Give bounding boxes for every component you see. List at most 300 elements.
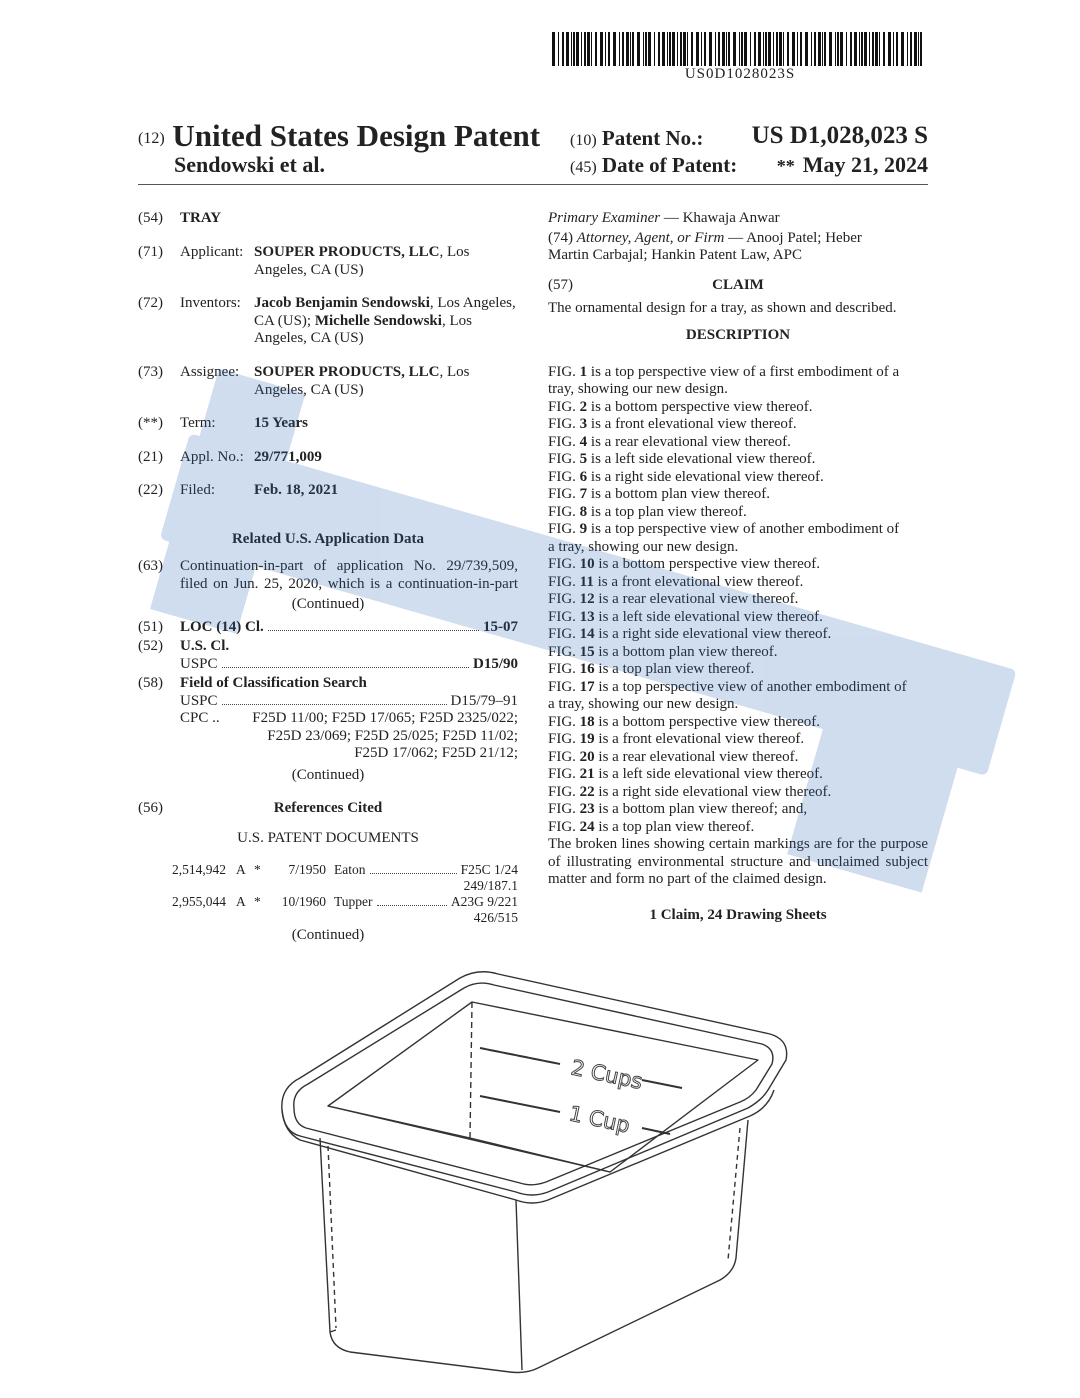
field-code: (22) [138, 482, 163, 498]
fig-word: FIG. [548, 451, 576, 467]
barcode-bar [709, 32, 712, 66]
fig-number: 7 [579, 486, 588, 502]
fig-text: is a rear elevational view thereof. [594, 748, 799, 765]
figure-description [548, 451, 928, 469]
fig-text: is a left side elevational view thereof. [594, 608, 823, 625]
fig-word: FIG. [548, 486, 576, 502]
fig-text: is a top perspective view of a first embodiment of a [587, 363, 900, 380]
barcode-bar [765, 32, 767, 66]
barcode-bar [811, 32, 812, 66]
figure-list [548, 364, 928, 837]
date-label-text: Date of Patent: [601, 153, 738, 177]
fig-number: 10 [579, 556, 595, 572]
inventor-name: Jacob Benjamin Sendowski [254, 295, 430, 311]
fig-word: FIG. [548, 783, 576, 800]
fig-word: FIG. [548, 731, 576, 747]
patent-number: US D1,028,023 S [751, 122, 928, 149]
fig-number: 2 [579, 398, 588, 415]
header-divider [138, 184, 928, 185]
barcode-bar [872, 32, 874, 66]
figure-description [548, 784, 928, 802]
barcode-bar [763, 32, 764, 66]
barcode-bar [835, 32, 836, 66]
fig-number: 21 [579, 766, 595, 782]
fig-word: FIG. [548, 626, 576, 642]
fig-number: 19 [579, 731, 595, 747]
field-value [254, 295, 519, 348]
examiner-line [548, 210, 928, 228]
barcode-bar [850, 32, 852, 66]
barcode-bar [573, 32, 575, 66]
assignee-location: , Los Angeles, CA (US) [254, 364, 470, 398]
barcode-bar [643, 32, 644, 66]
barcode-bar [605, 32, 606, 66]
figure-description [548, 626, 928, 644]
inventor-location: , Los Angeles, CA (US); [254, 295, 516, 329]
barcode-bar [739, 32, 740, 66]
fig-word: FIG. [548, 416, 576, 432]
ref-kind: A [236, 862, 246, 877]
attorney-text: — Anooj Patel; Heber [724, 229, 862, 246]
fig-word: FIG. [548, 398, 576, 415]
ref-star: * [254, 862, 261, 877]
fig-text-continued: a tray, showing our new design. [548, 538, 739, 555]
title-field [0, 210, 540, 230]
fig-text: is a top plan view thereof. [594, 661, 755, 677]
barcode-bar [626, 32, 629, 66]
fig-word: FIG. [548, 521, 576, 537]
barcode-bar [704, 32, 706, 66]
fig-text: is a bottom perspective view thereof. [587, 398, 813, 415]
attorney-label: Attorney, Agent, or Firm [576, 229, 725, 246]
ref-number: 2,955,044 [172, 894, 226, 909]
fig-number: 3 [579, 416, 588, 432]
applicant-name: SOUPER PRODUCTS, LLC [254, 244, 440, 260]
description-heading: DESCRIPTION [685, 327, 791, 343]
reference-row [172, 862, 518, 878]
barcode-bar [750, 32, 751, 66]
field-label: Term: [180, 415, 216, 431]
fig-number: 6 [579, 468, 588, 485]
barcode-bar [701, 32, 702, 66]
fig-number: 9 [579, 521, 588, 537]
fig-word: FIG. [548, 468, 576, 485]
date-of-patent [777, 152, 928, 178]
barcode-number: US0D1028023S [684, 66, 796, 82]
loc-value: 15-07 [483, 619, 518, 635]
field-code: (63) [138, 558, 163, 574]
fig-word: FIG. [548, 801, 576, 817]
barcode-bar [754, 32, 756, 66]
barcode-bar [914, 32, 917, 66]
filed-value: Feb. 18, 2021 [254, 482, 339, 498]
fig-word: FIG. [548, 573, 576, 590]
ref-kind: A [236, 894, 246, 909]
field-label: U.S. Cl. [180, 638, 230, 654]
fig-number: 5 [579, 451, 588, 467]
barcode-bar [683, 32, 686, 66]
ref-class: F25C 1/24 [460, 862, 518, 877]
term-field [0, 415, 540, 435]
attorney-line [548, 230, 928, 248]
claim-heading: CLAIM [712, 276, 764, 293]
barcode-bar [783, 32, 784, 66]
barcode-bar [669, 32, 671, 66]
fig-word: FIG. [548, 766, 576, 782]
fig-text-continued: tray, showing our new design. [548, 381, 728, 397]
barcode-bar [584, 32, 586, 66]
fig-text: is a top perspective view of another embodiment of [594, 678, 907, 695]
dot-leader [268, 630, 479, 631]
field-code: (73) [138, 364, 163, 380]
fig-word: FIG. [548, 591, 576, 607]
barcode-bar [658, 32, 660, 66]
barcode-bar [608, 32, 610, 66]
ref-class: A23G 9/221 [450, 894, 518, 909]
dot-leader [222, 667, 469, 668]
fig-text: is a rear elevational view thereof. [587, 433, 791, 450]
figure-description [548, 591, 928, 609]
cpc-label: CPC .. [180, 710, 220, 726]
barcode-bar [758, 32, 761, 66]
fig-word: FIG. [548, 503, 576, 520]
claims-count: 1 Claim, 24 Drawing Sheets [649, 906, 827, 923]
barcode-bar [837, 32, 839, 66]
fig-text: is a top plan view thereof. [594, 818, 755, 835]
date-asterisks: ** [776, 156, 795, 176]
patent-type-title: United States Design Patent [172, 118, 541, 153]
barcode-bar [797, 32, 798, 66]
barcode-bar [875, 32, 878, 66]
fig-number: 4 [579, 433, 588, 450]
uspc-label: USPC [180, 693, 218, 709]
barcode-bar [728, 32, 730, 66]
barcode-bar [566, 32, 569, 66]
field-code: (52) [138, 638, 163, 654]
fig-number: 8 [579, 503, 588, 520]
fig-number: 12 [579, 591, 595, 607]
field-label: Inventors: [180, 295, 241, 311]
field-label: Applicant: [180, 244, 244, 260]
barcode-bar [630, 32, 631, 66]
continued-note: (Continued) [291, 767, 365, 783]
field-code: (**) [138, 415, 163, 431]
barcode-bar [645, 32, 647, 66]
barcode-bar [768, 32, 771, 66]
loc-row [180, 619, 518, 637]
figure-description [548, 644, 928, 662]
dot-leader [222, 704, 447, 705]
barcode-bar [822, 32, 823, 66]
barcode-bar [869, 32, 870, 66]
barcode-bar [918, 32, 919, 66]
fig-number: 24 [579, 818, 595, 835]
fig-text: is a rear elevational view thereof. [594, 591, 799, 607]
barcode-bar [677, 32, 678, 66]
fig-word: FIG. [548, 678, 576, 695]
date-of-patent-label [570, 153, 737, 178]
fig-text: is a right side elevational view thereof. [587, 468, 824, 485]
barcode-bar [581, 32, 582, 66]
appl-no-field [0, 449, 540, 469]
barcode-bar [733, 32, 736, 66]
cpc-block [180, 710, 518, 763]
barcode-bar [654, 32, 655, 66]
references-heading: References Cited [273, 800, 383, 816]
figure-description [548, 574, 928, 592]
examiner-name: — Khawaja Anwar [660, 210, 780, 226]
dot-leader [377, 905, 447, 906]
continuation-line: Continuation-in-part of application No. 29/739,509, [180, 558, 518, 574]
fig-text: is a bottom plan view thereof. [587, 486, 771, 502]
fig-number: 22 [579, 783, 595, 800]
barcode-bar [779, 32, 782, 66]
barcode-bar [840, 32, 843, 66]
barcode-bar [907, 32, 908, 66]
field-code: (21) [138, 449, 163, 465]
figure-description [548, 364, 928, 382]
fig-text: is a top plan view thereof. [587, 503, 747, 520]
figure-description [548, 556, 928, 574]
barcode-bar [715, 32, 716, 66]
reference-row [172, 894, 518, 910]
ref-class-secondary: 426/515 [473, 910, 518, 925]
barcode-bar [595, 32, 597, 66]
date-code: (45) [570, 159, 597, 176]
us-patent-docs-heading: U.S. PATENT DOCUMENTS [237, 830, 419, 846]
fig-number: 20 [579, 748, 595, 765]
uspc-row [180, 656, 518, 674]
field-code: (74) [548, 229, 573, 246]
figure-description [548, 714, 928, 732]
field-code: (72) [138, 295, 163, 311]
barcode-bar [741, 32, 743, 66]
fig-text: is a right side elevational view thereof. [594, 626, 832, 642]
patent-kind-title [138, 118, 540, 154]
two-cups-marking: 2 Cups [568, 1055, 645, 1094]
uspc-value: D15/90 [473, 656, 518, 672]
figure-description [548, 469, 928, 487]
continuation-line: filed on Jun. 25, 2020, which is a continuation-in-part [180, 575, 518, 592]
field-code: (56) [138, 800, 163, 816]
broken-lines-note: The broken lines showing certain markings are for the purpose of illustrating environmental structure and unclaimed subject matter and form no part of the claimed design. [548, 836, 928, 887]
patno-label-text: Patent No.: [601, 126, 704, 150]
barcode-bar [805, 32, 808, 66]
barcode-bar [744, 32, 747, 66]
barcode-bar [859, 32, 860, 66]
claim-text: The ornamental design for a tray, as shown and described. [548, 299, 897, 316]
barcode-bar [619, 32, 620, 66]
fig-text: is a bottom perspective view thereof. [594, 713, 821, 730]
claim-heading-row [548, 277, 928, 297]
dot-leader [370, 873, 457, 874]
kind-code: (12) [138, 130, 165, 147]
fig-word: FIG. [548, 556, 576, 572]
barcode-bar [879, 32, 880, 66]
field-of-search [0, 675, 540, 695]
barcode-bar [632, 32, 634, 66]
barcode-bar [824, 32, 826, 66]
field-label: Field of Classification Search [180, 675, 367, 691]
figure-description [548, 609, 928, 627]
barcode-bar [552, 32, 555, 66]
authors: Sendowski et al. [174, 152, 325, 177]
fig-text: is a bottom perspective view thereof. [594, 556, 821, 572]
barcode-bar [722, 32, 725, 66]
barcode-bar [562, 32, 564, 66]
fig-word: FIG. [548, 748, 576, 765]
patent-number-label [570, 126, 703, 151]
field-label: Appl. No.: [180, 449, 244, 465]
tray-opening [328, 1002, 758, 1172]
fig-text: is a front elevational view thereof. [587, 416, 797, 432]
barcode-bar [910, 32, 912, 66]
figure-description [548, 399, 928, 417]
cpc-line: F25D 23/069; F25D 25/025; F25D 11/02; [267, 727, 518, 744]
fig-number: 15 [579, 643, 595, 660]
inventor-location: , Los Angeles, CA (US) [254, 312, 472, 346]
uspc-label: USPC [180, 656, 218, 672]
barcode-bar [591, 32, 592, 66]
fig-number: 11 [579, 573, 594, 590]
cpc-line [180, 710, 518, 728]
fig-text: is a top perspective view of another embodiment of [587, 521, 900, 537]
figure-description [548, 819, 928, 837]
barcode-bar [893, 32, 894, 66]
barcode-bar [718, 32, 720, 66]
barcode-bar [883, 32, 885, 66]
loc-cl-field [0, 619, 540, 639]
figure-description [548, 434, 928, 452]
one-cup-marking: 1 Cup [566, 1101, 632, 1138]
ref-name: Eaton [334, 862, 366, 877]
fig-word: FIG. [548, 713, 576, 730]
cpc-line: F25D 17/062; F25D 21/12; [354, 745, 518, 761]
right-column [548, 210, 928, 924]
fig-word: FIG. [548, 643, 576, 660]
fig-word: FIG. [548, 433, 576, 450]
barcode-bar [896, 32, 898, 66]
field-value [254, 244, 519, 279]
barcode-bar [672, 32, 675, 66]
fig-number: 17 [579, 678, 595, 695]
barcode-bar [691, 32, 693, 66]
barcode-bar [571, 32, 572, 66]
fig-text: is a front elevational view thereof. [593, 573, 804, 590]
barcode-bar [800, 32, 802, 66]
barcode-bar [846, 32, 847, 66]
figure-description [548, 749, 928, 767]
appl-no-value: 29/771,009 [254, 449, 322, 465]
barcode-bar [829, 32, 832, 66]
barcode-bar [613, 32, 616, 66]
barcode-bar [861, 32, 863, 66]
barcode-bar [587, 32, 590, 66]
continued-note: (Continued) [291, 927, 365, 943]
fig-word: FIG. [548, 818, 576, 835]
ref-name: Tupper [334, 894, 373, 909]
filed-field [0, 482, 540, 502]
barcode-bar [773, 32, 774, 66]
field-value [254, 364, 519, 399]
fig-text: is a left side elevational view thereof. [594, 766, 823, 782]
fig-word: FIG. [548, 363, 576, 380]
continued-note: (Continued) [291, 596, 365, 612]
fig-text: is a front elevational view thereof. [594, 731, 805, 747]
inventor-name: Michelle Sendowski [314, 312, 442, 329]
barcode-bar [726, 32, 727, 66]
figure-description [548, 766, 928, 784]
figure-description [548, 504, 928, 522]
fig-text: is a left side elevational view thereof. [587, 451, 816, 467]
barcode-bar [622, 32, 624, 66]
fig-word: FIG. [548, 661, 576, 677]
barcode-bar [600, 32, 603, 66]
field-code: (51) [138, 619, 163, 635]
barcode-bar [888, 32, 891, 66]
fig-number: 14 [579, 626, 595, 642]
barcode-bar [558, 32, 559, 66]
figure-description [548, 801, 928, 819]
ref-number: 2,514,942 [172, 862, 226, 877]
fig-text: is a bottom plan view thereof; and, [594, 801, 808, 817]
barcode-bar [854, 32, 857, 66]
fig-text-continued: a tray, showing our new design. [548, 696, 739, 712]
figure-description [548, 486, 928, 504]
barcode-bar [818, 32, 821, 66]
figure-description [548, 661, 928, 679]
us-cl-field [0, 638, 540, 658]
attorney-text: Martin Carbajal; Hankin Patent Law, APC [548, 247, 802, 263]
field-label: Assignee: [180, 364, 240, 380]
field-uspc-row [180, 693, 518, 711]
barcode-bar [667, 32, 668, 66]
barcode-bar [864, 32, 867, 66]
date-value: May 21, 2024 [802, 152, 928, 177]
tray-rim-outer [282, 972, 787, 1195]
barcode-bar [920, 32, 922, 66]
barcode-bar [787, 32, 789, 66]
field-code: (58) [138, 675, 163, 691]
barcode-bar [776, 32, 778, 66]
fig-number: 23 [579, 801, 595, 817]
cpc-text: F25D 11/00; F25D 17/065; F25D 2325/022; [252, 710, 518, 726]
ref-class-secondary: 249/187.1 [463, 878, 518, 893]
figure-description [548, 416, 928, 434]
barcode-bar [576, 32, 579, 66]
design-title: TRAY [180, 210, 222, 226]
ref-date: 7/1950 [288, 862, 326, 877]
barcode-bar [901, 32, 904, 66]
continuation-text [180, 558, 518, 593]
applicant-location: , Los Angeles, CA (US) [254, 244, 470, 278]
fig-number: 13 [579, 608, 595, 625]
fig-word: FIG. [548, 608, 576, 625]
fig-number: 16 [579, 661, 595, 677]
field-code: (57) [548, 276, 573, 293]
related-heading: Related U.S. Application Data [231, 531, 425, 547]
field-code: (71) [138, 244, 163, 260]
references-list [172, 862, 518, 926]
fig-text: is a bottom plan view thereof. [594, 643, 778, 660]
ref-date: 10/1960 [281, 894, 326, 909]
barcode-bar [637, 32, 640, 66]
field-label: LOC (14) Cl. [180, 619, 264, 635]
term-value: 15 Years [254, 415, 309, 431]
barcode-bar [662, 32, 665, 66]
fig-number: 1 [579, 363, 588, 380]
examiner-label: Primary Examiner [548, 210, 661, 226]
